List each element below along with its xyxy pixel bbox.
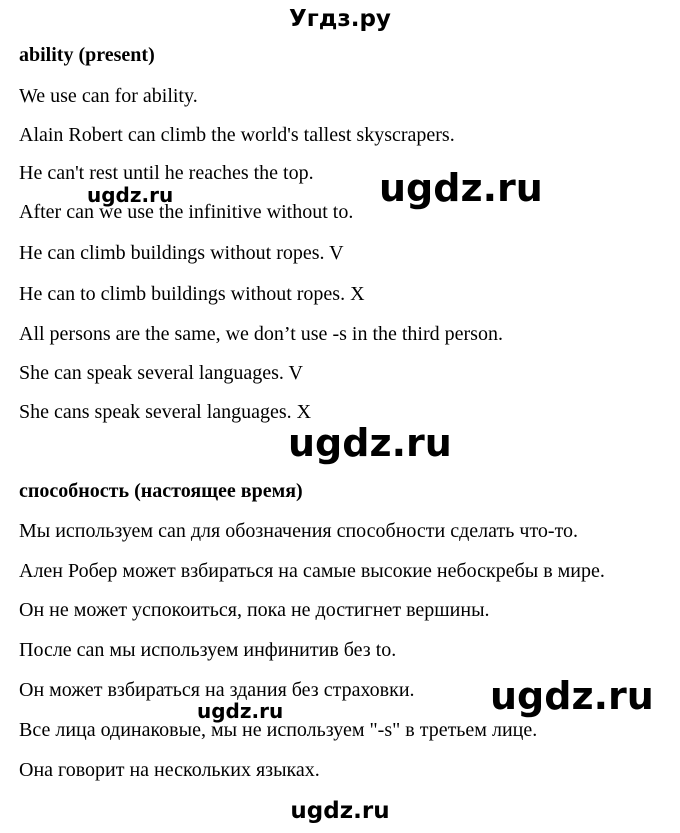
english-line: She can speak several languages. V (19, 362, 303, 384)
russian-line: Ален Робер может взбираться на самые высокие небоскребы в мире. (19, 560, 605, 582)
watermark-text: ugdz.ru (288, 421, 452, 465)
russian-line: Она говорит на нескольких языках. (19, 759, 320, 781)
watermark-text: ugdz.ru (87, 183, 174, 207)
english-line: Alain Robert can climb the world's tallest skyscrapers. (19, 124, 455, 146)
english-line: He can to climb buildings without ropes. X (19, 283, 365, 305)
watermark-text: ugdz.ru (490, 674, 654, 718)
english-line: He can climb buildings without ropes. V (19, 242, 344, 264)
russian-line: Мы используем can для обозначения способности сделать что-то. (19, 520, 579, 542)
section-heading-english: ability (present) (19, 44, 155, 66)
russian-line: Все лица одинаковые, мы не используем "-s" в третьем лице. (19, 719, 538, 741)
english-line: We use can for ability. (19, 85, 198, 107)
site-title: Угдз.ру (289, 6, 391, 32)
russian-line: Он не может успокоиться, пока не достигнет вершины. (19, 599, 490, 621)
russian-line: Он может взбираться на здания без страховки. (19, 679, 415, 701)
footer-watermark: ugdz.ru (290, 798, 390, 824)
english-line: He can't rest until he reaches the top. (19, 162, 314, 184)
watermark-text: ugdz.ru (379, 166, 543, 210)
english-line: She cans speak several languages. X (19, 401, 312, 423)
section-heading-russian: способность (настоящее время) (19, 480, 303, 502)
english-line: After can we use the infinitive without to. (19, 201, 354, 223)
russian-line: После can мы используем инфинитив без to. (19, 639, 397, 661)
english-line: All persons are the same, we don’t use -s in the third person. (19, 323, 503, 345)
watermark-text: ugdz.ru (197, 699, 284, 723)
